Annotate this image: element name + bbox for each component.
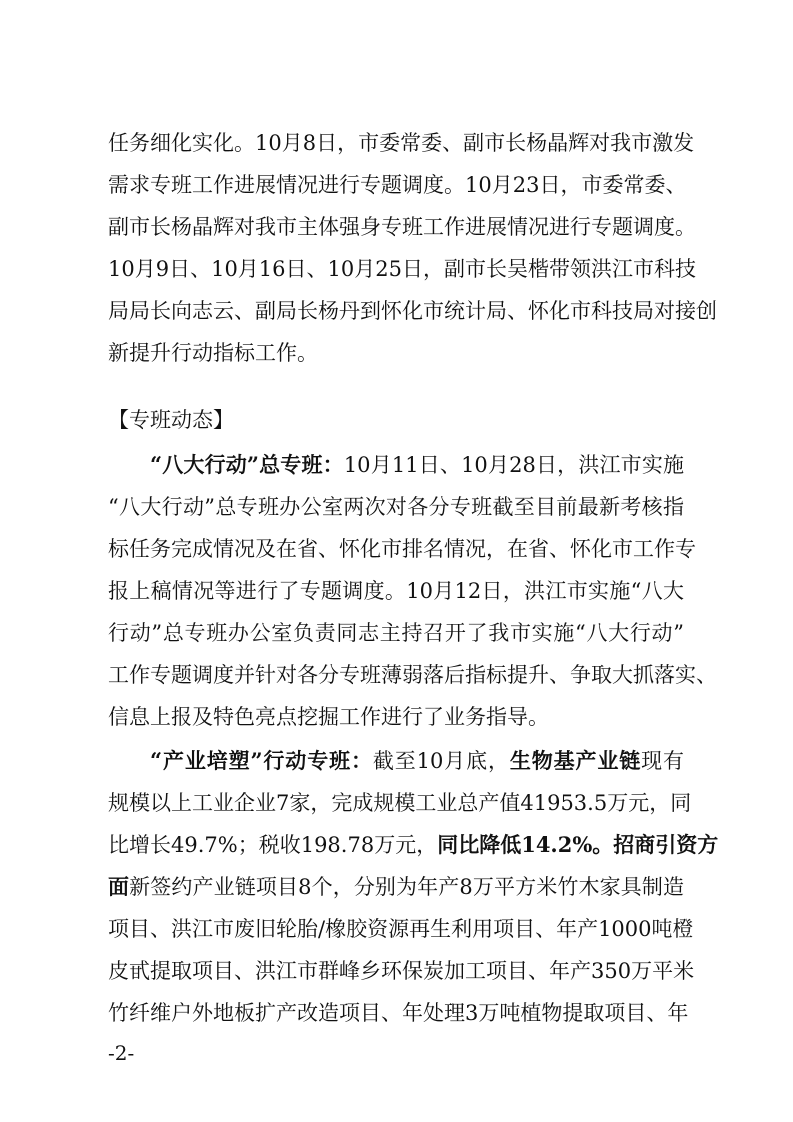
paragraph-line: 局局长向志云、副局长杨丹到怀化市统计局、怀化市科技局对接创 bbox=[108, 299, 717, 323]
paragraph-line: 行动”总专班办公室负责同志主持召开了我市实施“八大行动” bbox=[108, 621, 684, 645]
paragraph-line: 10月9日、10月16日、10月25日，副市长吴楷带领洪江市科技 bbox=[108, 257, 696, 281]
paragraph-line: “八大行动”总专班办公室两次对各分专班截至目前最新考核指 bbox=[108, 495, 684, 519]
section-title: 【专班动态】 bbox=[108, 408, 234, 432]
paragraph-line bbox=[150, 746, 684, 776]
paragraph-emphasis: 生物基产业链 bbox=[509, 748, 642, 773]
paragraph-line bbox=[108, 872, 684, 902]
paragraph-text: 现有 bbox=[641, 749, 684, 773]
paragraph-line: 新提升行动指标工作。 bbox=[108, 341, 318, 365]
paragraph-text: 比增长49.7%；税收198.78万元， bbox=[108, 833, 438, 857]
paragraph-line: 竹纤维户外地板扩产改造项目、年处理3万吨植物提取项目、年 bbox=[108, 1001, 689, 1025]
paragraph-line: 标任务完成情况及在省、怀化市排名情况，在省、怀化市工作专 bbox=[108, 537, 696, 561]
paragraph-line: 信息上报及特色亮点挖掘工作进行了业务指导。 bbox=[108, 705, 549, 729]
paragraph-line: 任务细化实化。10月8日，市委常委、副市长杨晶辉对我市激发 bbox=[108, 131, 695, 155]
paragraph-line: 报上稿情况等进行了专题调度。10月12日，洪江市实施“八大 bbox=[108, 579, 684, 603]
paragraph-line: 副市长杨晶辉对我市主体强身专班工作进展情况进行专题调度。 bbox=[108, 215, 696, 239]
paragraph-text: 截至10月底， bbox=[372, 749, 510, 773]
paragraph-lead: “产业培塑”行动专班： bbox=[150, 748, 373, 773]
paragraph-line bbox=[150, 450, 684, 480]
paragraph-line: 需求专班工作进展情况进行专题调度。10月23日，市委常委、 bbox=[108, 173, 687, 197]
paragraph-emphasis: 面 bbox=[108, 874, 130, 899]
paragraph-line: 规模以上工业企业7家，完成规模工业总产值41953.5万元，同 bbox=[108, 791, 692, 815]
paragraph-emphasis: 同比降低14.2%。招商引资方 bbox=[437, 832, 719, 857]
paragraph-line: 皮甙提取项目、洪江市群峰乡环保炭加工项目、年产350万平米 bbox=[108, 959, 695, 983]
paragraph-lead: “八大行动”总专班： bbox=[150, 452, 344, 477]
page-number: -2- bbox=[108, 1041, 135, 1065]
paragraph-line: 工作专题调度并针对各分专班薄弱落后指标提升、争取大抓落实、 bbox=[108, 663, 717, 687]
paragraph-text: 新签约产业链项目8个，分别为年产8万平方米竹木家具制造 bbox=[129, 875, 684, 899]
paragraph-line bbox=[108, 830, 719, 860]
paragraph-line: 项目、洪江市废旧轮胎/橡胶资源再生利用项目、年产1000吨橙 bbox=[108, 917, 694, 941]
paragraph-text: 10月11日、10月28日，洪江市实施 bbox=[343, 453, 684, 477]
